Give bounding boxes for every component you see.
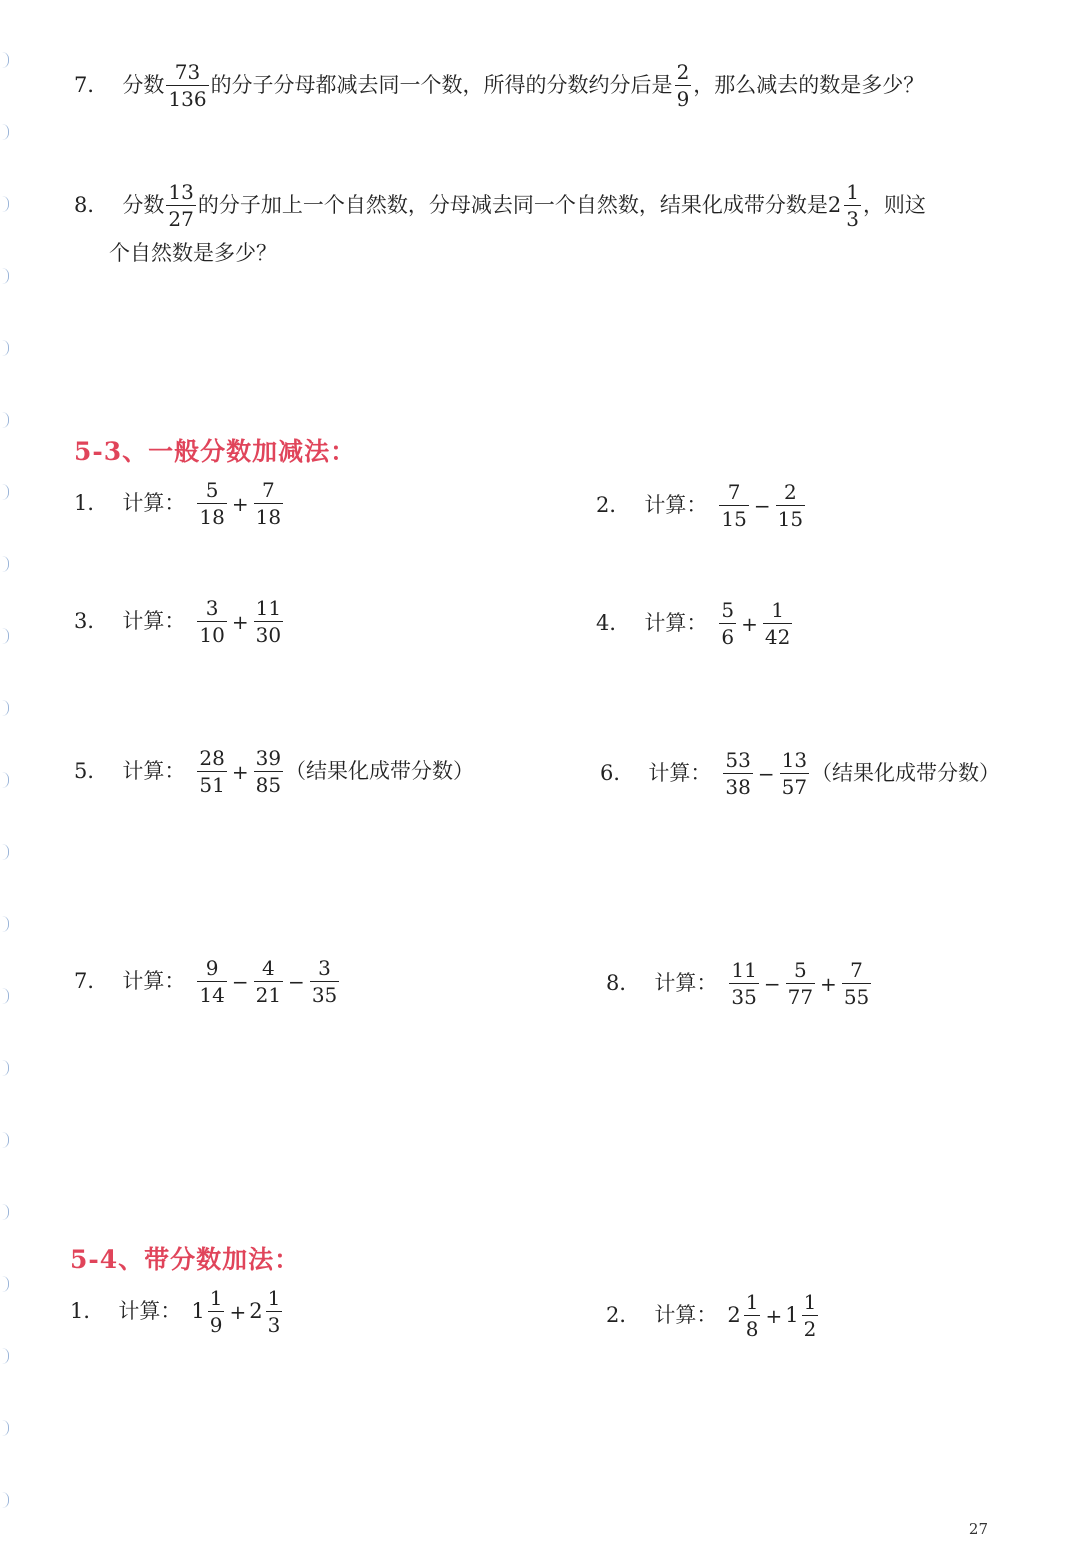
question-text: 分数 <box>122 73 165 97</box>
mixed-number <box>727 1292 762 1339</box>
binding-mark <box>2 916 9 932</box>
whole-part: 1 <box>191 1299 205 1323</box>
binding-mark <box>2 196 9 212</box>
question-8-top <box>74 182 926 264</box>
question-number: 1． <box>74 491 109 515</box>
operator: − <box>753 493 771 518</box>
denominator: 14 <box>199 983 225 1007</box>
numerator: 7 <box>727 480 741 504</box>
calc-item-2 <box>596 482 807 529</box>
numerator: 3 <box>318 956 331 980</box>
operator: − <box>288 969 305 994</box>
fraction <box>729 960 758 1007</box>
numerator: 11 <box>255 596 282 620</box>
denominator: 35 <box>311 983 338 1007</box>
numerator: 11 <box>731 958 757 982</box>
numerator: 9 <box>205 956 219 980</box>
numerator: 73 <box>174 60 201 84</box>
whole-part: 2 <box>827 193 842 217</box>
fraction <box>254 598 283 645</box>
fraction <box>744 1292 761 1339</box>
section-title-5-3: 5-3、一般分数加减法： <box>74 437 357 466</box>
numerator: 5 <box>793 958 807 982</box>
denominator: 55 <box>843 985 870 1009</box>
operator: − <box>231 969 249 994</box>
calc-item-6 <box>600 750 1000 797</box>
numerator: 13 <box>168 180 194 204</box>
note-text: （结果化成带分数） <box>811 761 1001 785</box>
fraction <box>723 750 752 797</box>
fraction <box>802 1292 819 1339</box>
denominator: 35 <box>731 985 757 1009</box>
fraction <box>166 182 195 229</box>
numerator: 1 <box>267 1286 281 1310</box>
fraction <box>197 958 226 1005</box>
binding-mark <box>2 1420 9 1436</box>
question-number: 4． <box>596 611 631 635</box>
numerator: 1 <box>745 1290 759 1314</box>
question-text: 分数 <box>122 193 165 217</box>
operator: − <box>757 761 775 786</box>
calc-label: 计算： <box>122 491 186 515</box>
denominator: 38 <box>725 775 751 799</box>
denominator: 18 <box>255 505 282 529</box>
binding-mark <box>2 52 9 68</box>
question-number: 1． <box>70 1299 105 1323</box>
numerator: 5 <box>721 598 735 622</box>
fraction <box>254 480 283 527</box>
denominator: 18 <box>199 505 225 529</box>
question-text: ，则这 <box>862 193 926 217</box>
calc-label: 计算： <box>122 609 186 633</box>
denominator: 85 <box>255 773 282 797</box>
fraction <box>675 62 692 109</box>
question-number: 7． <box>74 73 109 97</box>
mixed-number <box>828 182 863 229</box>
fraction <box>254 958 283 1005</box>
denominator: 15 <box>721 507 747 531</box>
calc-item-8 <box>606 960 873 1007</box>
fraction <box>780 750 809 797</box>
calc-item-1 <box>74 480 285 527</box>
denominator: 8 <box>745 1317 759 1341</box>
question-7-top <box>74 62 924 109</box>
fraction <box>786 960 815 1007</box>
section-title-5-4: 5-4、带分数加法： <box>70 1245 301 1274</box>
calc-label: 计算： <box>654 971 718 995</box>
binding-mark <box>2 1348 9 1364</box>
denominator: 2 <box>803 1317 817 1341</box>
numerator: 28 <box>199 746 225 770</box>
question-number: 8． <box>606 971 641 995</box>
binding-mark <box>2 844 9 860</box>
operator: + <box>741 611 758 636</box>
fraction <box>254 748 283 795</box>
calc-label: 计算： <box>118 1299 182 1323</box>
calc-item-3 <box>74 598 285 645</box>
question-number: 3． <box>74 609 109 633</box>
denominator: 10 <box>199 623 225 647</box>
numerator: 1 <box>846 180 859 204</box>
binding-mark <box>2 1060 9 1076</box>
mixed-calc-item-1 <box>70 1288 284 1335</box>
denominator: 51 <box>199 773 225 797</box>
question-number: 7． <box>74 969 109 993</box>
operator: + <box>231 491 249 516</box>
numerator: 7 <box>850 958 863 982</box>
denominator: 21 <box>255 983 282 1007</box>
numerator: 1 <box>771 598 784 622</box>
margin-binding-marks <box>0 0 16 1568</box>
fraction <box>166 62 208 109</box>
binding-mark <box>2 988 9 1004</box>
fraction <box>266 1288 283 1335</box>
numerator: 3 <box>205 596 219 620</box>
denominator: 42 <box>764 625 791 649</box>
binding-mark <box>2 268 9 284</box>
note-text: （结果化成带分数） <box>285 759 475 783</box>
binding-mark <box>2 628 9 644</box>
fraction <box>719 482 748 529</box>
denominator: 3 <box>846 207 859 231</box>
question-number: 2． <box>606 1303 641 1327</box>
calc-label: 计算： <box>122 969 186 993</box>
numerator: 39 <box>255 746 282 770</box>
binding-mark <box>2 484 9 500</box>
numerator: 4 <box>261 956 275 980</box>
binding-mark <box>2 1204 9 1220</box>
fraction <box>197 480 226 527</box>
fraction <box>842 960 871 1007</box>
mixed-number <box>785 1292 820 1339</box>
fraction <box>310 958 339 1005</box>
operator: − <box>763 971 781 996</box>
binding-mark <box>2 1492 9 1508</box>
denominator: 9 <box>209 1313 223 1337</box>
fraction <box>208 1288 225 1335</box>
denominator: 136 <box>168 87 207 111</box>
mixed-number <box>249 1288 284 1335</box>
numerator: 7 <box>261 478 275 502</box>
binding-mark <box>2 556 9 572</box>
binding-mark <box>2 1132 9 1148</box>
whole-part: 1 <box>785 1303 799 1327</box>
question-text-continued: 个自然数是多少？ <box>109 241 277 265</box>
numerator: 2 <box>676 60 690 84</box>
mixed-number <box>191 1288 226 1335</box>
fraction <box>197 598 226 645</box>
calc-item-4 <box>596 600 794 647</box>
calc-label: 计算： <box>654 1303 718 1327</box>
binding-mark <box>2 772 9 788</box>
calc-label: 计算： <box>122 759 186 783</box>
denominator: 6 <box>721 625 735 649</box>
fraction <box>719 600 736 647</box>
binding-mark <box>2 700 9 716</box>
calc-item-7 <box>74 958 341 1005</box>
numerator: 53 <box>725 748 751 772</box>
operator: + <box>765 1303 783 1328</box>
question-text: 的分子分母都减去同一个数，所得的分数约分后是 <box>210 73 673 97</box>
question-text: 的分子加上一个自然数，分母减去同一个自然数，结果化成带分数是 <box>197 193 828 217</box>
fraction <box>763 600 792 647</box>
fraction <box>197 748 226 795</box>
question-text: ，那么减去的数是多少？ <box>693 73 925 97</box>
numerator: 13 <box>781 748 808 772</box>
numerator: 2 <box>783 480 797 504</box>
calc-label: 计算： <box>644 493 708 517</box>
calc-item-5 <box>74 748 474 795</box>
denominator: 57 <box>781 775 808 799</box>
page-number: 27 <box>968 1520 988 1538</box>
mixed-calc-item-2 <box>606 1292 820 1339</box>
whole-part: 2 <box>727 1303 741 1327</box>
binding-mark <box>2 340 9 356</box>
question-number: 2． <box>596 493 631 517</box>
numerator: 5 <box>205 478 219 502</box>
operator: + <box>820 971 837 996</box>
fraction <box>776 482 805 529</box>
denominator: 30 <box>255 623 282 647</box>
numerator: 1 <box>803 1290 817 1314</box>
binding-mark <box>2 412 9 428</box>
operator: + <box>231 759 249 784</box>
binding-mark <box>2 124 9 140</box>
operator: + <box>231 609 249 634</box>
denominator: 15 <box>777 507 804 531</box>
denominator: 3 <box>267 1313 281 1337</box>
denominator: 77 <box>787 985 814 1009</box>
fraction <box>844 182 861 229</box>
binding-mark <box>2 1276 9 1292</box>
operator: + <box>229 1299 247 1324</box>
numerator: 1 <box>209 1286 223 1310</box>
denominator: 27 <box>168 207 194 231</box>
calc-label: 计算： <box>648 761 712 785</box>
denominator: 9 <box>676 87 690 111</box>
whole-part: 2 <box>249 1299 263 1323</box>
question-number: 6． <box>600 761 635 785</box>
question-number: 8． <box>74 193 109 217</box>
calc-label: 计算： <box>644 611 708 635</box>
question-number: 5． <box>74 759 109 783</box>
